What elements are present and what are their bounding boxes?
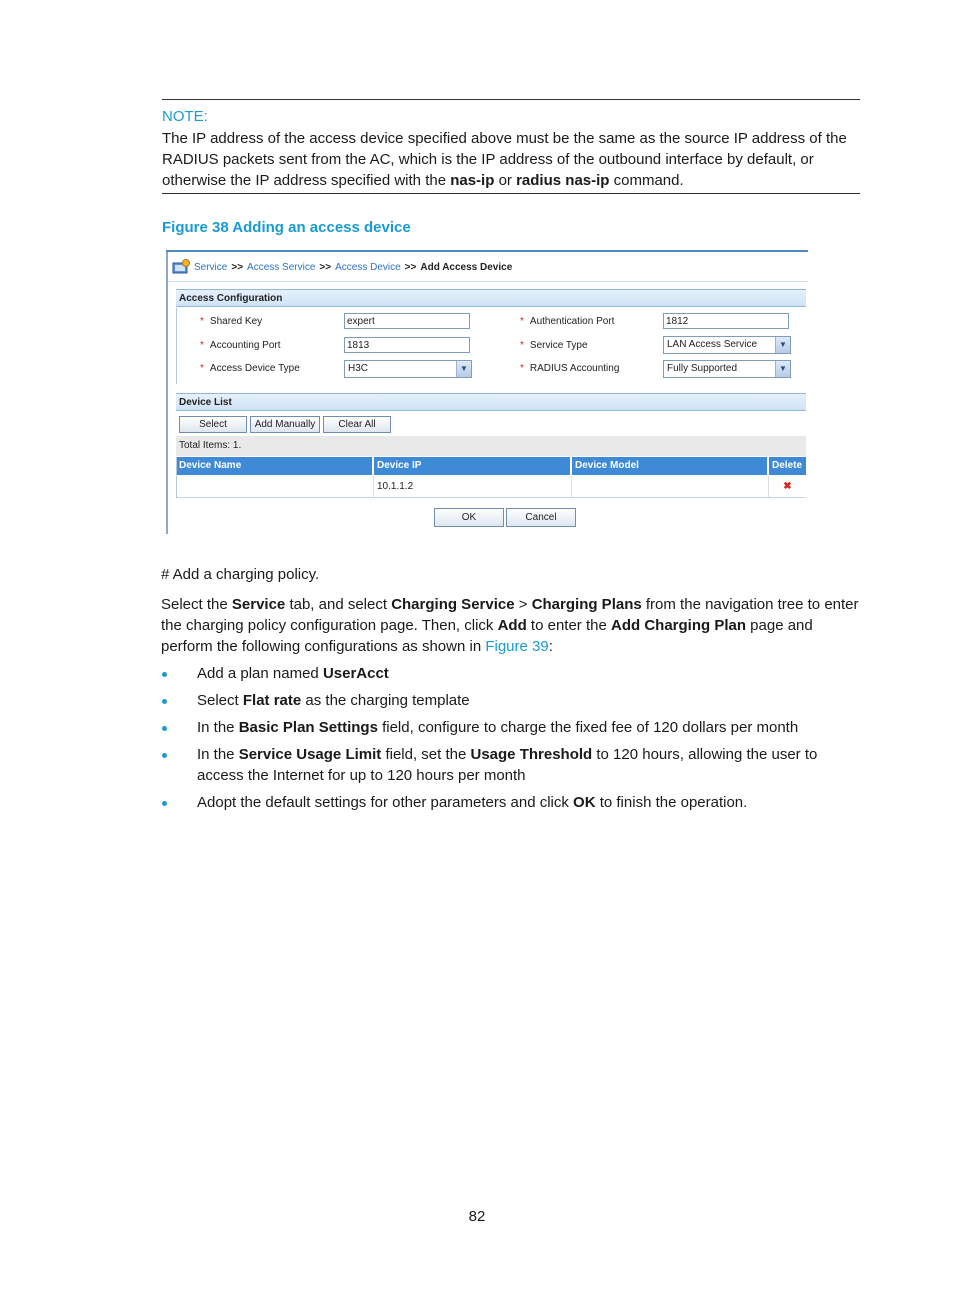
column-delete: Delete (769, 457, 806, 475)
authentication-port-label (520, 316, 614, 327)
configuration-bullets (161, 663, 866, 819)
service-type-value: LAN Access Service (667, 339, 758, 350)
breadcrumb-link-access-service[interactable]: Access Service (247, 261, 316, 273)
access-device-type-label (200, 363, 300, 374)
device-list-header: Device List (176, 393, 806, 411)
note-command-radius-nas-ip: radius nas-ip (516, 172, 610, 189)
frame-top-border (166, 250, 808, 252)
cell-device-name (176, 476, 374, 497)
chevron-down-icon[interactable]: ▼ (456, 361, 471, 377)
paragraph-text: > (514, 596, 532, 613)
bullet-text: Select (197, 692, 243, 709)
bullet-icon (162, 726, 167, 731)
note-text-part: The IP address of the access device specified above must be the same as the source IP address of the RADIUS packets sent from the AC, which is the IP address of the outbound interface by default, or otherwise the IP address specified with the (162, 130, 847, 189)
ui-term-add-charging-plan: Add Charging Plan (611, 617, 746, 634)
paragraph-text: Select the (161, 596, 232, 613)
access-configuration-header: Access Configuration (176, 289, 806, 307)
shared-key-input[interactable]: expert (344, 313, 470, 329)
bullet-text: Add a plan named (197, 665, 323, 682)
ui-term-charging-plans: Charging Plans (531, 596, 642, 613)
ui-term-add: Add (497, 617, 527, 634)
bullet-text: field, configure to charge the fixed fee of 120 dollars per month (377, 719, 799, 736)
breadcrumb-separator: >> (319, 261, 332, 273)
column-device-model[interactable]: Device Model (572, 457, 769, 475)
list-item (161, 792, 866, 813)
select-button[interactable]: Select (179, 416, 247, 433)
cancel-button[interactable]: Cancel (506, 508, 576, 527)
shared-key-label (200, 316, 262, 327)
breadcrumb-divider (168, 281, 808, 282)
access-device-type-value: H3C (348, 363, 369, 374)
note-title: NOTE: (162, 108, 208, 125)
required-mark: * (200, 340, 204, 351)
note-text-part: or (494, 172, 517, 189)
paragraph-text: : (548, 638, 553, 655)
figure-caption: Figure 38 Adding an access device (162, 219, 411, 236)
accounting-port-label-text: Accounting Port (209, 340, 281, 351)
bullet-text: In the (197, 719, 239, 736)
bullet-text: In the (197, 746, 239, 763)
authentication-port-label-text: Authentication Port (529, 316, 615, 327)
bullet-icon (162, 753, 167, 758)
clear-all-button[interactable]: Clear All (323, 416, 391, 433)
list-item (161, 663, 866, 684)
accounting-port-input[interactable]: 1813 (344, 337, 470, 353)
column-device-ip[interactable]: Device IP (374, 457, 572, 475)
chevron-down-icon[interactable]: ▼ (775, 337, 790, 353)
note-text (162, 128, 860, 191)
paragraph-text: page and perform the following configurations as shown in (161, 617, 813, 655)
shared-key-label-text: Shared Key (209, 316, 263, 327)
list-item (161, 690, 866, 711)
paragraph-text: to enter the (526, 617, 611, 634)
instruction-paragraph (161, 594, 866, 657)
note-box (162, 99, 860, 194)
bullet-icon (162, 801, 167, 806)
list-item (161, 744, 866, 786)
service-type-select[interactable] (663, 336, 791, 354)
table-left-border (176, 457, 177, 498)
ui-term-service: Service (231, 596, 286, 613)
breadcrumb-link-access-device[interactable]: Access Device (335, 261, 401, 273)
screenshot-add-access-device (166, 250, 808, 534)
bullet-term: Service Usage Limit (238, 746, 382, 763)
device-table-header (176, 457, 806, 475)
bullet-icon (162, 699, 167, 704)
accounting-port-label (200, 340, 281, 351)
service-type-label (520, 340, 588, 351)
ok-button[interactable]: OK (434, 508, 504, 527)
bullet-term: Basic Plan Settings (238, 719, 378, 736)
access-device-type-label-text: Access Device Type (209, 363, 300, 374)
radius-accounting-label (520, 363, 619, 374)
required-mark: * (520, 340, 524, 351)
service-icon (172, 259, 190, 275)
cell-device-model (572, 476, 769, 497)
form-left-border (176, 308, 177, 384)
frame-left-border (166, 250, 168, 534)
bullet-text: to finish the operation. (595, 794, 748, 811)
bullet-icon (162, 672, 167, 677)
paragraph-text: tab, and select (285, 596, 392, 613)
note-text-part: command. (609, 172, 684, 189)
total-items: Total Items: 1. (176, 436, 806, 456)
column-device-name[interactable]: Device Name (176, 457, 374, 475)
required-mark: * (200, 316, 204, 327)
breadcrumb-separator: >> (404, 261, 417, 273)
ui-term-charging-service: Charging Service (391, 596, 515, 613)
radius-accounting-label-text: RADIUS Accounting (529, 363, 620, 374)
bullet-text: Adopt the default settings for other parameters and click (197, 794, 574, 811)
step-text: # Add a charging policy. (161, 566, 320, 583)
figure-39-link[interactable]: Figure 39 (485, 638, 549, 655)
page-number: 82 (468, 1208, 486, 1225)
breadcrumb (172, 258, 512, 276)
access-configuration-form (176, 308, 806, 384)
access-device-type-select[interactable] (344, 360, 472, 378)
bullet-term: UserAcct (322, 665, 389, 682)
breadcrumb-link-service[interactable]: Service (194, 261, 228, 273)
list-item (161, 717, 866, 738)
bullet-text: as the charging template (301, 692, 470, 709)
add-manually-button[interactable]: Add Manually (250, 416, 320, 433)
table-row (176, 476, 806, 498)
cell-device-ip: 10.1.1.2 (374, 476, 572, 497)
bullet-term: Usage Threshold (470, 746, 593, 763)
radius-accounting-value: Fully Supported (667, 363, 738, 374)
bullet-term: OK (573, 794, 596, 811)
bullet-text: field, set the (381, 746, 471, 763)
authentication-port-input[interactable]: 1812 (663, 313, 789, 329)
required-mark: * (200, 363, 204, 374)
bullet-term: Flat rate (242, 692, 302, 709)
radius-accounting-select[interactable] (663, 360, 791, 378)
paragraph-text: from the navigation tree to enter the charging policy configuration page. Then, click (161, 596, 859, 634)
breadcrumb-separator: >> (231, 261, 244, 273)
delete-icon[interactable]: ✖ (783, 481, 792, 492)
service-type-label-text: Service Type (529, 340, 588, 351)
required-mark: * (520, 363, 524, 374)
bullet-text: to 120 hours, allowing the user to access the Internet for up to 120 hours per month (197, 746, 818, 784)
chevron-down-icon[interactable]: ▼ (775, 361, 790, 377)
note-command-nas-ip: nas-ip (450, 172, 495, 189)
breadcrumb-current: Add Access Device (420, 261, 513, 273)
required-mark: * (520, 316, 524, 327)
